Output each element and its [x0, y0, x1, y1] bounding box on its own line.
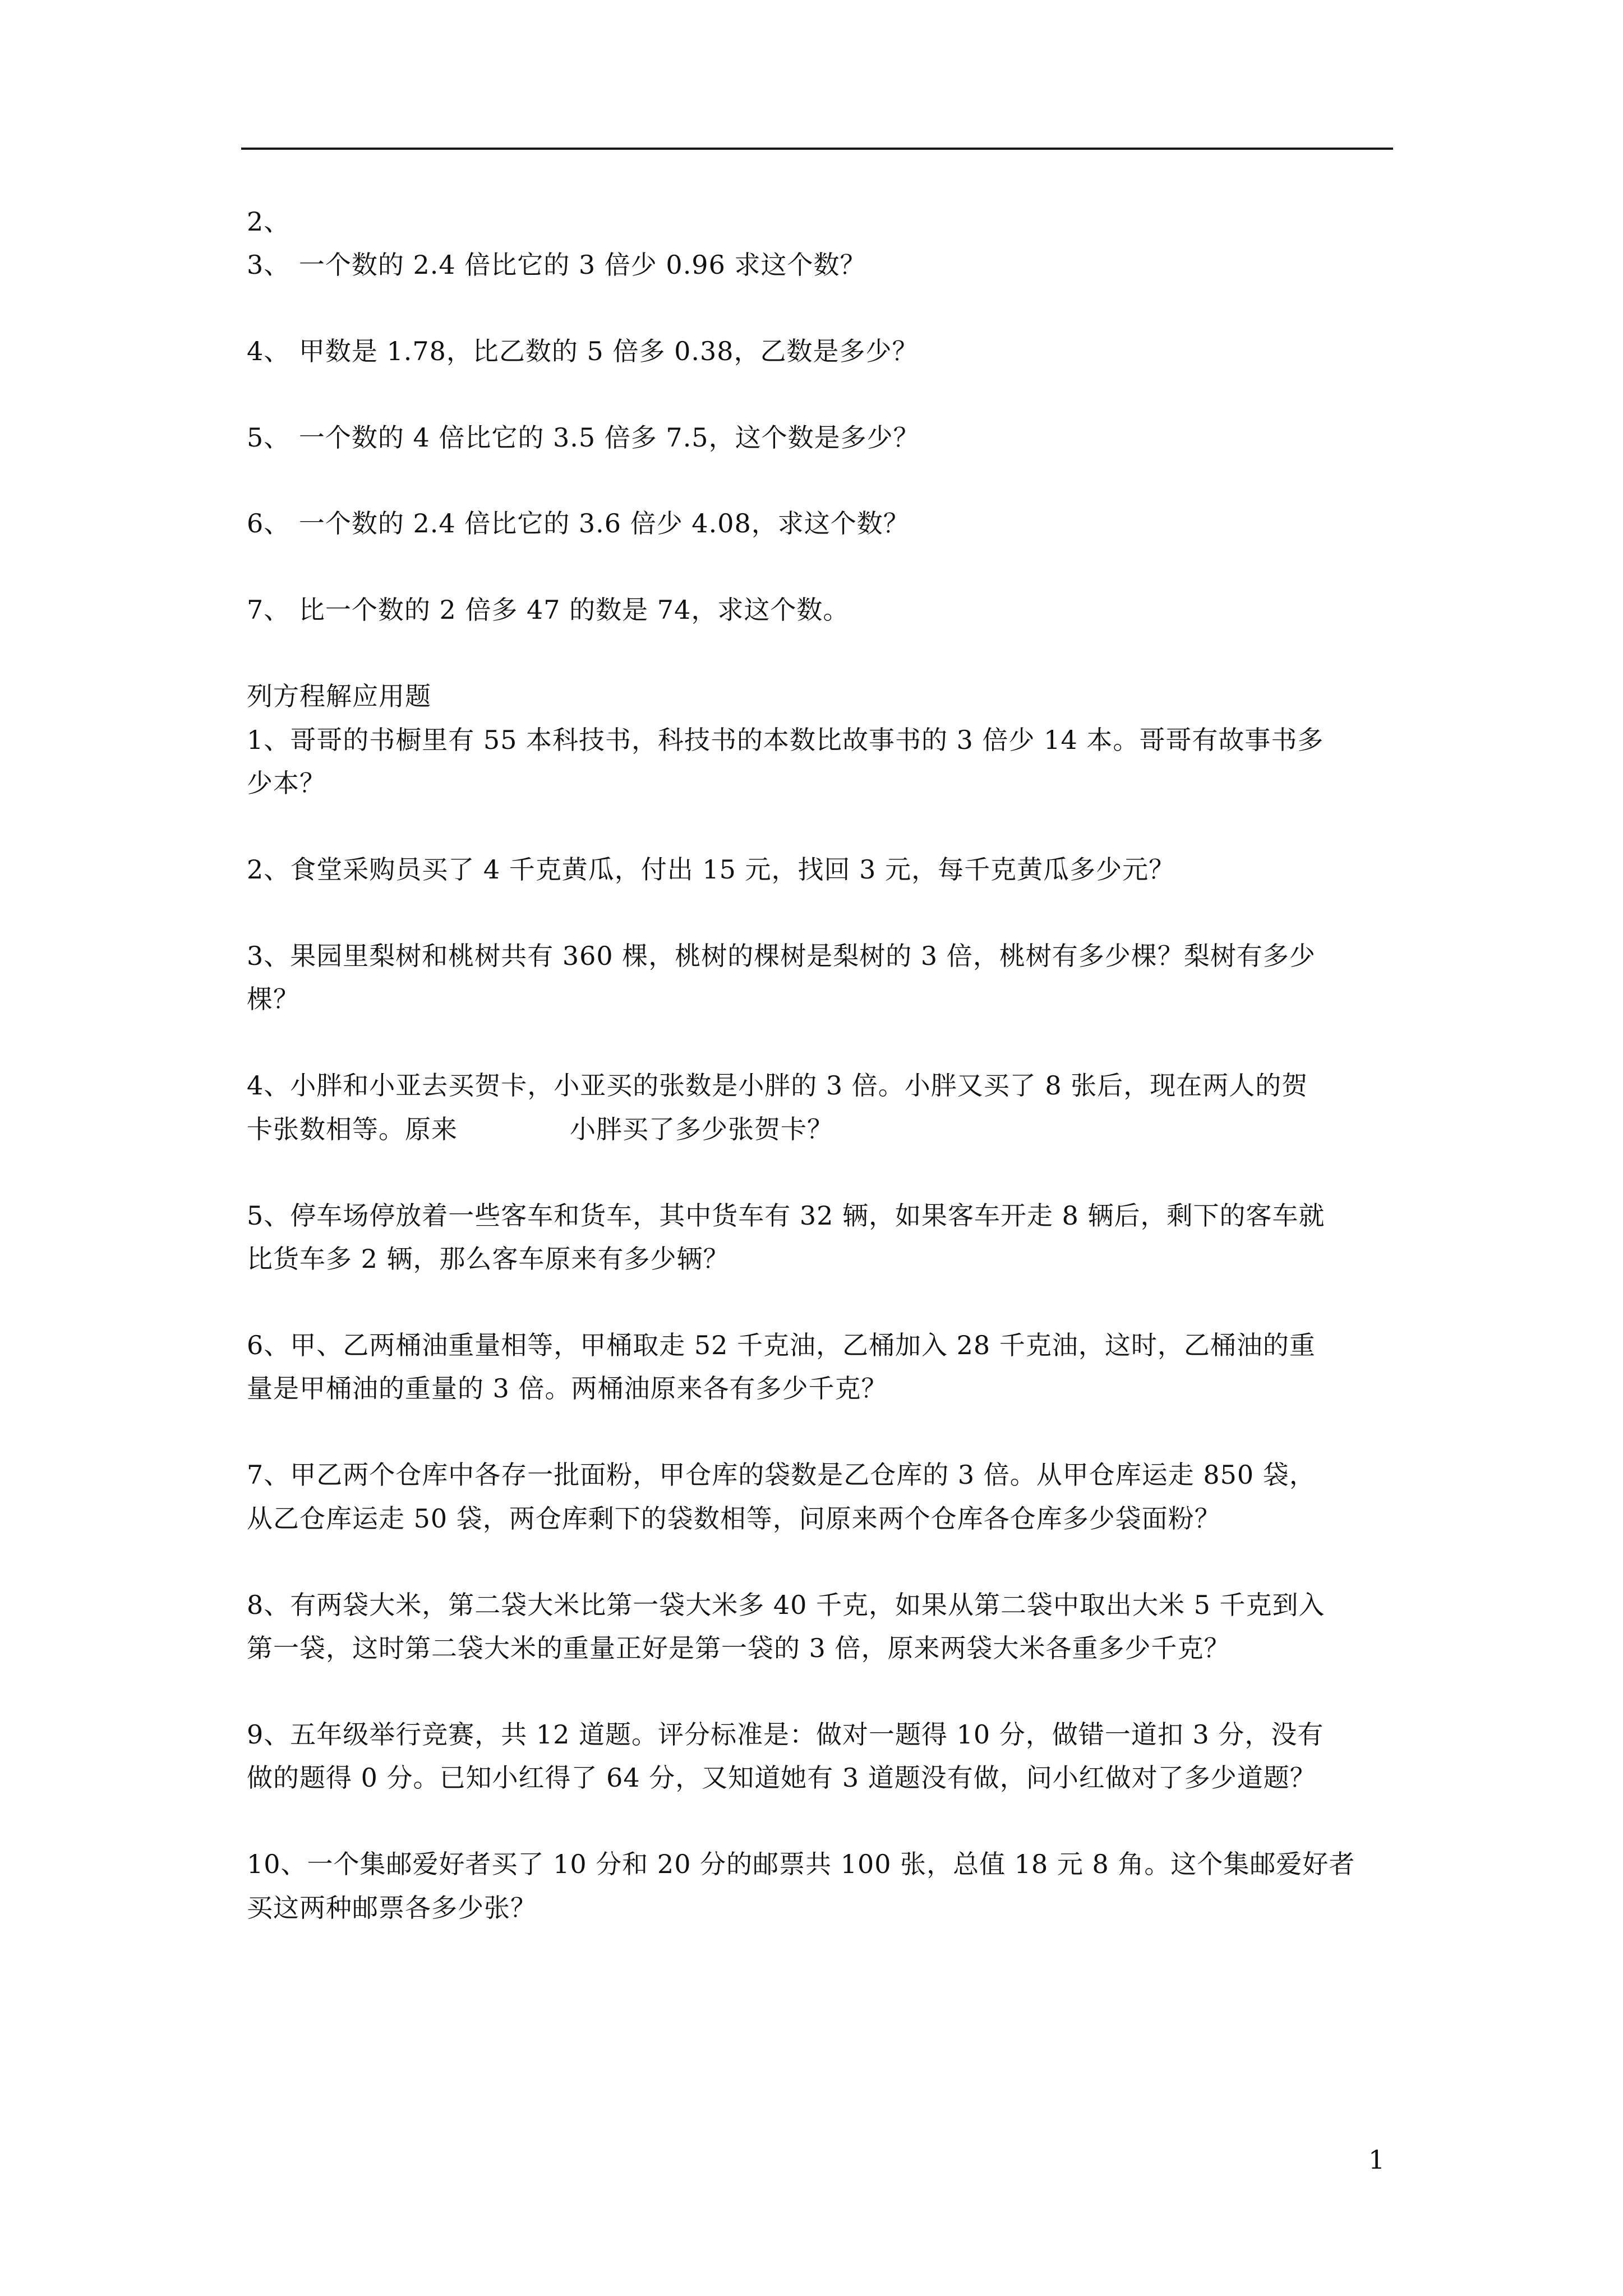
problem-7-line-1: 7、甲乙两个仓库中各存一批面粉，甲仓库的袋数是乙仓库的 3 倍。从甲仓库运走 850 袋， [247, 1460, 1316, 1490]
problem-9-line-1: 9、五年级举行竞赛，共 12 道题。评分标准是：做对一题得 10 分，做错一道扣 3 分，没有 [247, 1719, 1324, 1750]
page-number: 1 [1368, 2145, 1385, 2175]
exercise-7: 7、 比一个数的 2 倍多 47 的数是 74，求这个数。 [247, 595, 850, 625]
problem-3-line-2: 棵？ [247, 984, 299, 1014]
problem-8-line-2: 第一袋，这时第二袋大米的重量正好是第一袋的 3 倍，原来两袋大米各重多少千克？ [247, 1633, 1230, 1663]
header-rule [241, 148, 1393, 150]
problem-9-line-2: 做的题得 0 分。已知小红得了 64 分，又知道她有 3 道题没有做，问小红做对了多少道题？ [247, 1763, 1316, 1793]
problem-3-line-1: 3、果园里梨树和桃树共有 360 棵，桃树的棵树是梨树的 3 倍，桃树有多少棵？梨树有多少 [247, 941, 1316, 971]
problem-4-line-1: 4、小胖和小亚去买贺卡，小亚买的张数是小胖的 3 倍。小胖又买了 8 张后，现在两人的贺 [247, 1070, 1308, 1101]
exercise-6: 6、 一个数的 2.4 倍比它的 3.6 倍少 4.08，求这个数？ [247, 508, 910, 539]
problem-10-line-1: 10、一个集邮爱好者买了 10 分和 20 分的邮票共 100 张，总值 18 元 8 角。这个集邮爱好者 [247, 1849, 1355, 1879]
section-title: 列方程解应用题 [247, 681, 431, 711]
exercise-5: 5、 一个数的 4 倍比它的 3.5 倍多 7.5，这个数是多少？ [247, 422, 920, 453]
problem-1-line-2: 少本？ [247, 768, 326, 798]
problem-7-line-2: 从乙仓库运走 50 袋，两仓库剩下的袋数相等，问原来两个仓库各仓库多少袋面粉？ [247, 1503, 1221, 1534]
problem-1-line-1: 1、哥哥的书橱里有 55 本科技书，科技书的本数比故事书的 3 倍少 14 本。哥哥有故事书多 [247, 725, 1324, 755]
problem-4-line-2-part-1: 卡张数相等。原来 [247, 1114, 458, 1144]
exercise-2: 2、 [247, 206, 291, 237]
problem-4-line-2 [247, 1107, 1396, 1152]
exercise-3: 3、 一个数的 2.4 倍比它的 3 倍少 0.96 求这个数？ [247, 250, 866, 280]
problem-2-line-1: 2、食堂采购员买了 4 千克黄瓜，付出 15 元，找回 3 元，每千克黄瓜多少元？ [247, 854, 1175, 885]
problem-5-line-2: 比货车多 2 辆，那么客车原来有多少辆？ [247, 1244, 730, 1274]
problem-6-line-2: 量是甲桶油的重量的 3 倍。两桶油原来各有多少千克？ [247, 1373, 888, 1404]
exercise-4: 4、 甲数是 1.78，比乙数的 5 倍多 0.38，乙数是多少？ [247, 336, 919, 366]
problem-10-line-2: 买这两种邮票各多少张？ [247, 1893, 537, 1923]
problem-4-line-2-part-2: 小胖买了多少张贺卡？ [570, 1114, 833, 1144]
problem-5-line-1: 5、停车场停放着一些客车和货车，其中货车有 32 辆，如果客车开走 8 辆后，剩下的客车就 [247, 1200, 1325, 1231]
problem-6-line-1: 6、甲、乙两桶油重量相等，甲桶取走 52 千克油，乙桶加入 28 千克油，这时，乙桶油的重 [247, 1330, 1316, 1360]
problem-8-line-1: 8、有两袋大米，第二袋大米比第一袋大米多 40 千克，如果从第二袋中取出大米 5 千克到入 [247, 1590, 1325, 1620]
